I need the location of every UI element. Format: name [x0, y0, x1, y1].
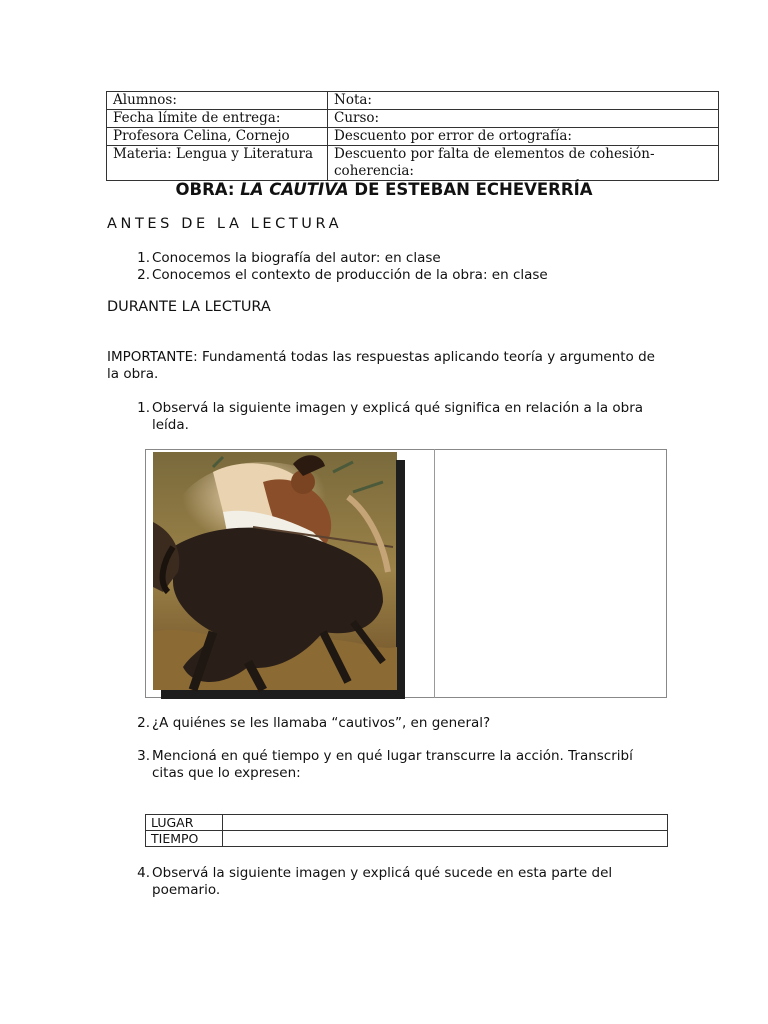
painting-image — [153, 452, 407, 700]
question-number: 1. — [137, 400, 150, 416]
question-number: 2. — [137, 715, 150, 731]
table-cell: Curso: — [328, 110, 719, 128]
important-note: IMPORTANTE: Fundamentá todas las respuestas aplicando teoría y argumento de la obra. — [107, 349, 655, 382]
table-cell: Fecha límite de entrega: — [107, 110, 328, 128]
answer-cell-tiempo[interactable] — [223, 831, 668, 847]
work-title-prefix: OBRA: — [175, 180, 241, 199]
question-text: Mencioná en qué tiempo y en qué lugar transcurre la acción. Transcribí citas que lo expresen: — [152, 748, 633, 781]
question-text: ¿A quiénes se les llamaba “cautivos”, en general? — [152, 715, 491, 731]
table-cell: Descuento por error de ortografía: — [328, 128, 719, 146]
place-time-table — [145, 814, 668, 847]
table-cell: Descuento por falta de elementos de cohesión-coherencia: — [328, 146, 719, 181]
header-info-table — [106, 91, 719, 181]
table-cell: Materia: Lengua y Literatura — [107, 146, 328, 181]
section-heading-durante: DURANTE LA LECTURA — [107, 299, 271, 315]
list-number: 2. — [137, 267, 150, 283]
table-cell-label: LUGAR — [146, 815, 223, 831]
work-title-suffix: DE ESTEBAN ECHEVERRÍA — [348, 180, 593, 199]
table-row — [146, 815, 668, 831]
table-cell: Alumnos: — [107, 92, 328, 110]
work-title-name: LA CAUTIVA — [240, 180, 349, 199]
list-item: Conocemos el contexto de producción de la obra: en clase — [152, 267, 548, 283]
table-row — [107, 92, 719, 110]
work-title — [0, 180, 768, 199]
list-item: Conocemos la biografía del autor: en clase — [152, 250, 441, 266]
list-number: 1. — [137, 250, 150, 266]
question-text: Observá la siguiente imagen y explicá qué sucede en esta parte del poemario. — [152, 865, 613, 898]
box-divider — [434, 449, 435, 698]
table-cell-label: TIEMPO — [146, 831, 223, 847]
table-row — [107, 146, 719, 181]
table-row — [107, 128, 719, 146]
answer-cell-lugar[interactable] — [223, 815, 668, 831]
question-number: 3. — [137, 748, 150, 764]
section-heading-antes: ANTES DE LA LECTURA — [107, 216, 343, 232]
table-row — [146, 831, 668, 847]
question-text: Observá la siguiente imagen y explicá qué significa en relación a la obra leída. — [152, 400, 644, 433]
question-number: 4. — [137, 865, 150, 881]
table-cell: Profesora Celina, Cornejo — [107, 128, 328, 146]
table-cell: Nota: — [328, 92, 719, 110]
table-row — [107, 110, 719, 128]
